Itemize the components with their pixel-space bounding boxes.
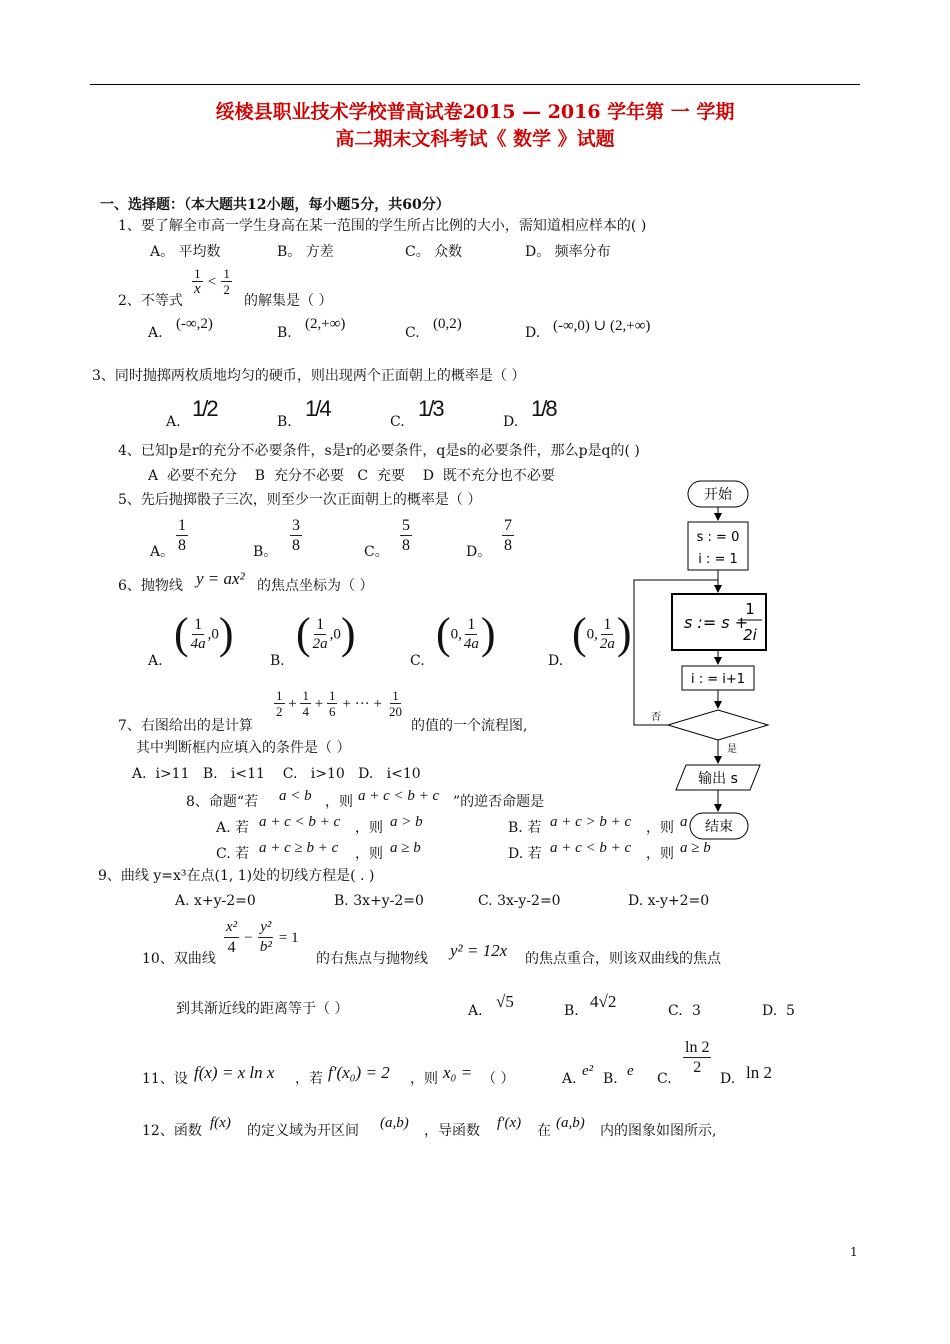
q11-option-b-label: B.	[603, 1071, 618, 1087]
q6-option-d-value: (0, $\frac{1}{2a}$ )	[572, 609, 632, 658]
q6-option-a-label: A.	[148, 653, 163, 669]
q6-option-b-label: B.	[270, 653, 285, 669]
q8-option-d-res: a ≥ b	[680, 840, 711, 856]
flow-init-s: s : = 0	[696, 530, 740, 545]
q1-option-d: D。 频率分布	[525, 244, 611, 260]
q7-options: A. i>11 B. i<11 C. i>10 D. i<10	[132, 766, 421, 782]
q10-option-c-value: 3	[692, 1003, 701, 1019]
q4-options: A 必要不充分 B 充分不必要 C 充要 D 既不充分也不必要	[148, 468, 555, 484]
q11-derivative: f′(x₀) = 2	[328, 1063, 390, 1082]
q6-option-b-value: ( $\frac{1}{2a}$ ,0)	[296, 609, 356, 658]
q10-option-b-value: 4√2	[590, 992, 617, 1011]
q10-mid: 的右焦点与抛物线	[316, 951, 428, 967]
q8-option-d-hyp: a + c < b + c	[550, 840, 632, 856]
q10-option-a-value: √5	[496, 992, 514, 1011]
q5-option-a-frac: $\frac{1}{8}$	[178, 517, 186, 554]
flow-start-label: 开始	[704, 487, 732, 503]
flow-update-s-left: s := s +	[684, 613, 749, 632]
flow-no-label: 否	[651, 712, 661, 723]
flow-update-s-den: 2i	[743, 626, 757, 644]
q7-prefix: 7、右图给出的是计算	[118, 718, 253, 734]
q11-prefix: 11、设	[142, 1071, 188, 1087]
q12-prefix: 12、函数	[142, 1123, 202, 1139]
flow-yes-label: 是	[727, 744, 737, 755]
flowchart	[620, 470, 780, 850]
q3-option-b-label: B.	[277, 414, 292, 430]
q3-option-d-label: D.	[503, 414, 519, 430]
q7-sum-expression: $\frac{1}{2}$ + $\frac{1}{4}$ + $\frac{1}{6}$ + ··· + $\frac{1}{20}$	[276, 688, 403, 719]
q12-fprime: f′(x)	[497, 1115, 522, 1131]
q10-option-b-label: B.	[564, 1003, 579, 1019]
q6-option-c-label: C.	[410, 653, 425, 669]
q11-option-d-label: D.	[720, 1071, 736, 1087]
q10-suffix: 的焦点重合，则该双曲线的焦点	[525, 951, 721, 967]
q6-option-c-value: (0, $\frac{1}{4a}$ )	[436, 609, 496, 658]
q6-prefix: 6、抛物线	[118, 578, 183, 594]
q11-option-a-label: A.	[562, 1071, 577, 1087]
q2-option-d-label: D.	[525, 325, 541, 341]
page-number: 1	[850, 1245, 858, 1259]
page-subtitle: 高二期末文科考试《 数学 》试题	[335, 128, 615, 150]
q8-option-b-hyp: a + c > b + c	[550, 814, 632, 830]
q8-option-c-then: ，则	[355, 846, 383, 862]
q2-option-d-value: (-∞,0) ∪ (2,+∞)	[553, 318, 651, 334]
q6-suffix: 的焦点坐标为（ ）	[257, 578, 374, 594]
q11-option-c-value: $\frac{\ln 2}{2}$	[685, 1039, 710, 1076]
q8-option-d-label: D. 若	[508, 846, 542, 862]
flow-end-label: 结束	[705, 819, 733, 835]
q8-option-b-label: B. 若	[508, 820, 542, 836]
q8-option-b-res: a	[680, 814, 688, 830]
q11-function: f(x) = x ln x	[194, 1063, 275, 1082]
q9-option-c: C. 3x-y-2=0	[478, 893, 561, 909]
q11-mid1: ，若	[295, 1071, 323, 1087]
q3-option-b-value: 1/4	[305, 396, 330, 421]
q7-suffix: 的值的一个流程图,	[411, 718, 528, 734]
q1-option-b: B。 方差	[277, 244, 334, 260]
q11-option-c-label: C.	[657, 1071, 672, 1087]
q3-option-c-label: C.	[390, 414, 405, 430]
q4-stem: 4、已知p是r的充分不必要条件，s是r的必要条件，q是s的必要条件，那么p是q的( )	[118, 443, 640, 459]
q5-option-c-frac: $\frac{5}{8}$	[402, 517, 410, 554]
q8-option-a-label: A. 若	[216, 820, 250, 836]
q2-option-b-label: B.	[277, 325, 292, 341]
q8-option-c-hyp: a + c ≥ b + c	[259, 840, 339, 856]
q8-option-d-then: ，则	[646, 846, 674, 862]
q8-option-a-hyp: a + c < b + c	[259, 814, 341, 830]
q12-mid1: 的定义域为开区间	[247, 1123, 359, 1139]
q10-hyperbola: $\frac{\text{x²}}{4}$ − $\frac{\text{y²}}{\text{b²}}$ = 1	[226, 919, 299, 956]
q5-option-b-frac: $\frac{3}{8}$	[292, 517, 300, 554]
q5-option-d-label: D。	[466, 544, 492, 560]
q11-mid2: ，则	[410, 1071, 438, 1087]
q9-option-a: A. x+y-2=0	[175, 893, 256, 909]
q2-option-c-value: (0,2)	[433, 316, 462, 332]
q12-mid2: ，导函数	[424, 1123, 480, 1139]
q2-option-a-label: A.	[148, 325, 163, 341]
page-title: 绥棱县职业技术学校普高试卷2015 — 2016 学年第 一 学期	[215, 101, 735, 123]
q5-option-c-label: C。	[364, 544, 389, 560]
q8-prefix: 8、命题“若	[186, 794, 259, 810]
q10-option-d-value: 5	[786, 1003, 795, 1019]
q11-option-b-value: e	[627, 1063, 634, 1079]
flow-init-i: i : = 1	[698, 552, 738, 567]
q2-option-b-value: (2,+∞)	[305, 316, 346, 332]
q8-option-b-then: ，则	[646, 820, 674, 836]
q6-option-a-value: ( $\frac{1}{4a}$ ,0)	[174, 609, 234, 658]
q11-paren: （ ）	[482, 1071, 515, 1087]
q8-suffix: ”的逆否命题是	[453, 794, 545, 810]
q8-option-c-res: a ≥ b	[390, 840, 421, 856]
q1-option-c: C。 众数	[405, 244, 463, 260]
q12-mid3: 在	[537, 1123, 551, 1139]
q9-stem: 9、曲线 y=x³在点(1, 1)处的切线方程是( . )	[98, 868, 375, 884]
flow-output-label: 输出 s	[698, 771, 738, 787]
q5-option-b-label: B。	[253, 544, 278, 560]
q2-prefix: 2、不等式	[118, 293, 183, 309]
q2-suffix: 的解集是（ ）	[244, 293, 333, 309]
q5-stem: 5、先后抛掷骰子三次，则至少一次正面朝上的概率是（ ）	[118, 492, 482, 508]
q10-option-a-label: A.	[468, 1003, 483, 1019]
q8-conclusion: a + c < b + c	[358, 788, 440, 804]
q9-option-d: D. x-y+2=0	[628, 893, 710, 909]
q2-option-a-value: (-∞,2)	[176, 316, 213, 332]
top-rule	[90, 84, 860, 85]
q10-option-c-label: C.	[668, 1003, 683, 1019]
q5-option-d-frac: $\frac{7}{8}$	[504, 517, 512, 554]
flow-update-s-num: 1	[745, 600, 755, 618]
q10-parabola: y² = 12x	[450, 941, 508, 960]
q2-inequality: $\frac{1}{x}$ < $\frac{1}{2}$	[194, 266, 230, 297]
q11-x0: x₀ =	[443, 1063, 473, 1082]
flow-update-i-label: i : = i+1	[690, 672, 746, 687]
q3-option-c-value: 1/3	[418, 396, 443, 421]
q7-line2: 其中判断框内应填入的条件是（ ）	[136, 740, 351, 756]
section-heading: 一、选择题：（本大题共12小题，每小题5分，共60分）	[100, 197, 450, 213]
q6-formula: y = ax²	[196, 569, 245, 588]
q8-mid: ，则	[325, 794, 353, 810]
q3-stem: 3、同时抛掷两枚质地均匀的硬币，则出现两个正面朝上的概率是（ ）	[92, 368, 526, 384]
q12-interval: (a,b)	[380, 1115, 409, 1131]
q12-f: f(x)	[210, 1115, 231, 1131]
q8-option-a-then: ，则	[355, 820, 383, 836]
flow-decision	[668, 710, 768, 740]
q12-suffix: 内的图象如图所示,	[600, 1123, 717, 1139]
q3-option-d-value: 1/8	[531, 396, 556, 421]
q2-option-c-label: C.	[405, 325, 420, 341]
q1-option-a: A。 平均数	[150, 244, 221, 260]
q5-option-a-label: A。	[150, 544, 175, 560]
q8-option-c-label: C. 若	[216, 846, 250, 862]
q10-option-d-label: D.	[762, 1003, 778, 1019]
q6-option-d-label: D.	[548, 653, 564, 669]
q12-interval2: (a,b)	[556, 1115, 585, 1131]
q8-condition: a < b	[279, 788, 312, 804]
q1-stem: 1、要了解全市高一学生身高在某一范围的学生所占比例的大小，需知道相应样本的( )	[118, 218, 647, 234]
q3-option-a-label: A.	[166, 414, 181, 430]
q8-option-a-res: a > b	[390, 814, 423, 830]
q11-option-a-value: e²	[582, 1063, 594, 1079]
q10-line2: 到其渐近线的距离等于（ ）	[176, 1001, 349, 1017]
q9-option-b: B. 3x+y-2=0	[334, 893, 424, 909]
q11-option-d-value: ln 2	[746, 1063, 772, 1082]
q10-prefix: 10、双曲线	[142, 951, 216, 967]
q3-option-a-value: 1/2	[192, 396, 217, 421]
